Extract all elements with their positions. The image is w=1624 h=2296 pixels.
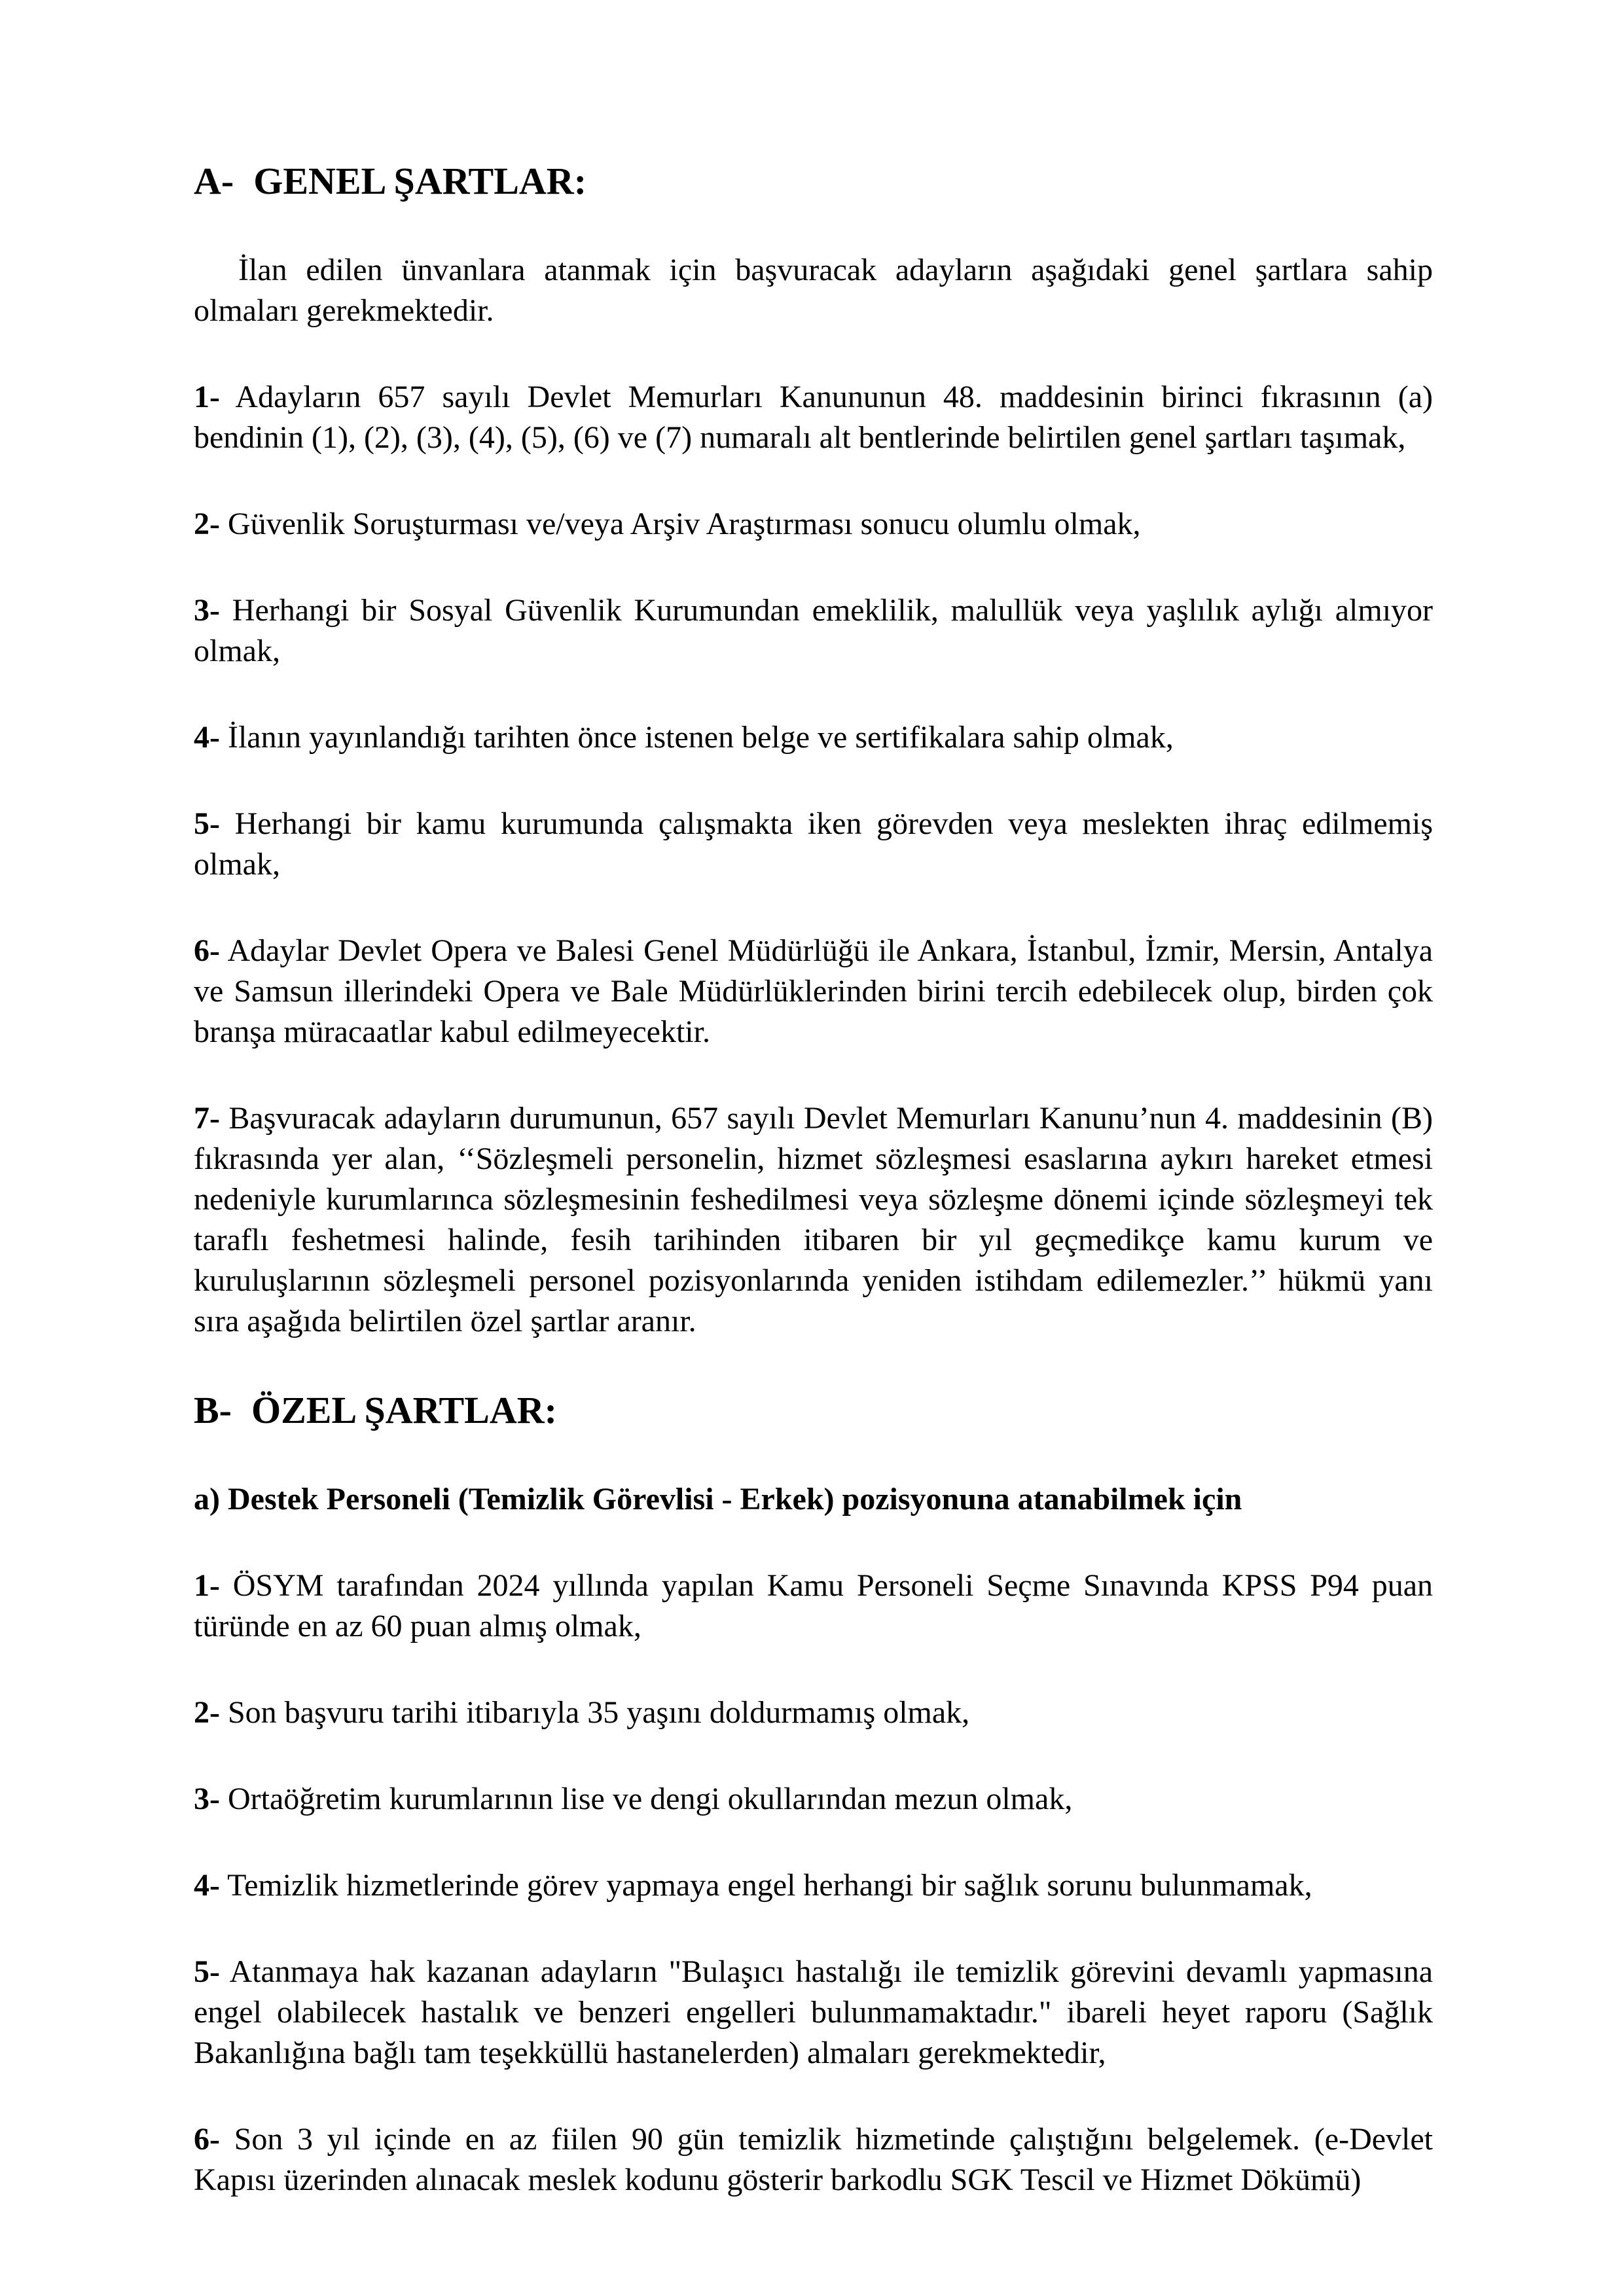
section-b-item-2	[194, 1693, 1433, 1733]
section-a-item-6	[194, 931, 1433, 1052]
item-text: ÖSYM tarafından 2024 yıllında yapılan Kamu Personeli Seçme Sınavında KPSS P94 puan türünde en az 60 puan almış olmak,	[194, 1568, 1434, 1643]
section-b-title: ÖZEL ŞARTLAR:	[251, 1389, 557, 1431]
item-number: 4-	[194, 1868, 220, 1903]
section-b-item-6	[194, 2119, 1433, 2200]
item-number: 6-	[194, 933, 220, 968]
section-a-label: A-	[194, 160, 234, 202]
section-b-item-4	[194, 1865, 1433, 1906]
section-b-item-5	[194, 1952, 1433, 2073]
item-text: Adayların 657 sayılı Devlet Memurları Kanununun 48. maddesinin birinci fıkrasının (a) bendinin (1), (2), (3), (4), (5), (6) ve (7) numaralı alt bentlerinde belirtilen genel şartları taşımak,	[194, 380, 1433, 455]
item-number: 3-	[194, 593, 220, 628]
item-text: Temizlik hizmetlerinde görev yapmaya engel herhangi bir sağlık sorunu bulunmamak,	[227, 1868, 1312, 1903]
item-text: Ortaöğretim kurumlarının lise ve dengi okullarından mezun olmak,	[227, 1782, 1073, 1816]
item-number: 2-	[194, 1695, 220, 1730]
item-text: Adaylar Devlet Opera ve Balesi Genel Müdürlüğü ile Ankara, İstanbul, İzmir, Mersin, Antalya ve Samsun illerindeki Opera ve Bale Müdürlüklerinden birini tercih edebilecek olup, birden çok branşa müracaatlar kabul edilmeyecektir.	[194, 933, 1433, 1049]
section-b-item-3	[194, 1779, 1433, 1820]
item-text: Güvenlik Soruşturması ve/veya Arşiv Araştırması sonucu olumlu olmak,	[227, 507, 1141, 541]
item-number: 1-	[194, 380, 220, 414]
item-text: Son 3 yıl içinde en az fiilen 90 gün temizlik hizmetinde çalıştığını belgelemek. (e-Devlet Kapısı üzerinden alınacak meslek kodunu gösterir barkodlu SGK Tescil ve Hizmet Dökümü)	[194, 2122, 1434, 2197]
item-number: 2-	[194, 507, 220, 541]
section-a-item-1	[194, 377, 1433, 458]
item-number: 1-	[194, 1568, 220, 1603]
section-a-item-5	[194, 804, 1433, 885]
item-number: 3-	[194, 1782, 220, 1816]
item-number: 5-	[194, 1954, 220, 1989]
item-text: Atanmaya hak kazanan adayların "Bulaşıcı hastalığı ile temizlik görevini devamlı yapmasına engel olabilecek hastalık ve benzeri engelleri bulunmamaktadır." ibareli heyet raporu (Sağlık Bakanlığına bağlı tam teşekküllü hastanelerden) almaları gerekmektedir,	[194, 1954, 1433, 2070]
item-number: 5-	[194, 806, 220, 841]
section-a-item-4	[194, 717, 1433, 758]
item-text: Herhangi bir kamu kurumunda çalışmakta iken görevden veya meslekten ihraç edilmemiş olmak,	[194, 806, 1434, 882]
item-number: 7-	[194, 1101, 220, 1136]
item-text: Son başvuru tarihi itibarıyla 35 yaşını doldurmamış olmak,	[227, 1695, 970, 1730]
section-b-label: B-	[194, 1389, 232, 1431]
section-b-subheading: a) Destek Personeli (Temizlik Görevlisi - Erkek) pozisyonuna atanabilmek için	[194, 1482, 1242, 1516]
item-text: İlanın yayınlandığı tarihten önce istenen belge ve sertifikalara sahip olmak,	[227, 720, 1174, 755]
item-text: Başvuracak adayların durumunun, 657 sayılı Devlet Memurları Kanunu’nun 4. maddesinin (B) fıkrasında yer alan, ‘‘Sözleşmeli personelin, hizmet sözleşmesi esaslarına aykırı hareket etmesi nedeniyle kurumlarınca sözleşmesinin feshedilmesi veya sözleşme dönemi içinde sözleşmeyi tek taraflı feshetmesi halinde, fesih tarihinden itibaren bir yıl geçmedikçe kamu kurum ve kuruluşlarının sözleşmeli personel pozisyonlarında yeniden istihdam edilemezler.’’ hükmü yanı sıra aşağıda belirtilen özel şartlar aranır.	[194, 1101, 1433, 1338]
section-b-item-1	[194, 1566, 1433, 1647]
section-b-heading	[194, 1388, 1433, 1433]
section-a-title: GENEL ŞARTLAR:	[253, 160, 587, 202]
section-a-item-3	[194, 590, 1433, 672]
item-number: 6-	[194, 2122, 220, 2157]
item-text: Herhangi bir Sosyal Güvenlik Kurumundan emeklilik, malullük veya yaşlılık aylığı almıyor olmak,	[194, 593, 1434, 668]
section-a-intro: İlan edilen ünvanlara atanmak için başvuracak adayların aşağıdaki genel şartlara sahip olmaları gerekmektedir.	[194, 253, 1433, 328]
item-number: 4-	[194, 720, 220, 755]
section-a-item-2	[194, 504, 1433, 545]
section-a-heading	[194, 158, 1433, 204]
section-a-item-7	[194, 1098, 1433, 1342]
